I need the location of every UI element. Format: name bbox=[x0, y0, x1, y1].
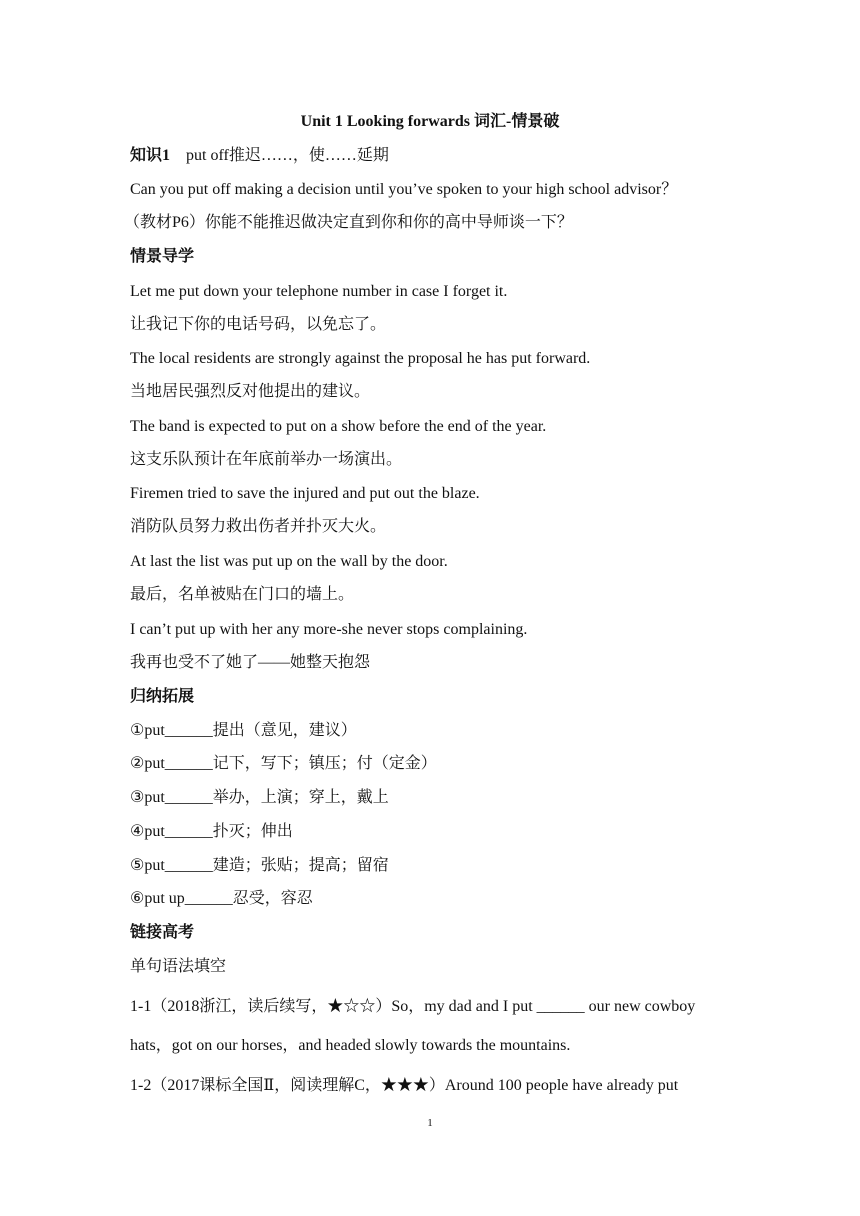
knowledge-label: 知识1 bbox=[130, 147, 171, 164]
guide-line: The band is expected to put on a show before the end of the year. bbox=[130, 418, 547, 435]
guide-line: 让我记下你的电话号码，以免忘了。 bbox=[130, 316, 387, 333]
guide-line: 当地居民强烈反对他提出的建议。 bbox=[130, 383, 371, 400]
knowledge-phrase: put off推迟……，使……延期 bbox=[186, 147, 389, 164]
guide-line: The local residents are strongly against the proposal he has put forward. bbox=[130, 350, 591, 367]
summary-line: ④put______扑灭；伸出 bbox=[130, 823, 293, 840]
exam-line: hats，got on our horses，and headed slowly towards the mountains. bbox=[130, 1037, 571, 1054]
guide-line: 消防队员努力救出伤者并扑灭大火。 bbox=[130, 518, 387, 535]
guide-line: 最后，名单被贴在门口的墙上。 bbox=[130, 586, 355, 603]
section-heading-summary: 归纳拓展 bbox=[130, 688, 195, 705]
guide-line: I can’t put up with her any more-she never stops complaining. bbox=[130, 621, 528, 638]
summary-line: ③put______举办，上演；穿上，戴上 bbox=[130, 789, 389, 806]
summary-line: ⑤put______建造；张贴；提高；留宿 bbox=[130, 857, 389, 874]
guide-line: At last the list was put up on the wall by the door. bbox=[130, 553, 448, 570]
knowledge-heading bbox=[130, 145, 389, 167]
guide-line: Firemen tried to save the injured and put out the blaze. bbox=[130, 485, 480, 502]
section-heading-guide: 情景导学 bbox=[130, 248, 195, 265]
summary-line: ⑥put up______忍受，容忍 bbox=[130, 890, 313, 907]
guide-line: 这支乐队预计在年底前举办一场演出。 bbox=[130, 451, 403, 468]
summary-line: ②put______记下，写下；镇压；付（定金） bbox=[130, 755, 437, 772]
exam-line: 1-2（2017课标全国Ⅱ，阅读理解C，★★★）Around 100 people have already put bbox=[130, 1077, 679, 1094]
section-heading-exam: 链接高考 bbox=[130, 924, 195, 941]
guide-line: 我再也受不了她了——她整天抱怨 bbox=[130, 654, 371, 671]
summary-line: ①put______提出（意见，建议） bbox=[130, 722, 357, 739]
guide-line: Let me put down your telephone number in case I forget it. bbox=[130, 283, 508, 300]
page-number: 1 bbox=[427, 1117, 433, 1129]
exam-subtitle: 单句语法填空 bbox=[130, 958, 227, 975]
example-chinese: （教材P6）你能不能推迟做决定直到你和你的高中导师谈一下？ bbox=[124, 214, 573, 231]
page-title: Unit 1 Looking forwards 词汇-情景破 bbox=[300, 113, 560, 130]
exam-line: 1-1（2018浙江，读后续写，★☆☆）So，my dad and I put ______ our new cowboy bbox=[130, 998, 696, 1015]
example-english: Can you put off making a decision until you’ve spoken to your high school advisor？ bbox=[130, 181, 678, 198]
